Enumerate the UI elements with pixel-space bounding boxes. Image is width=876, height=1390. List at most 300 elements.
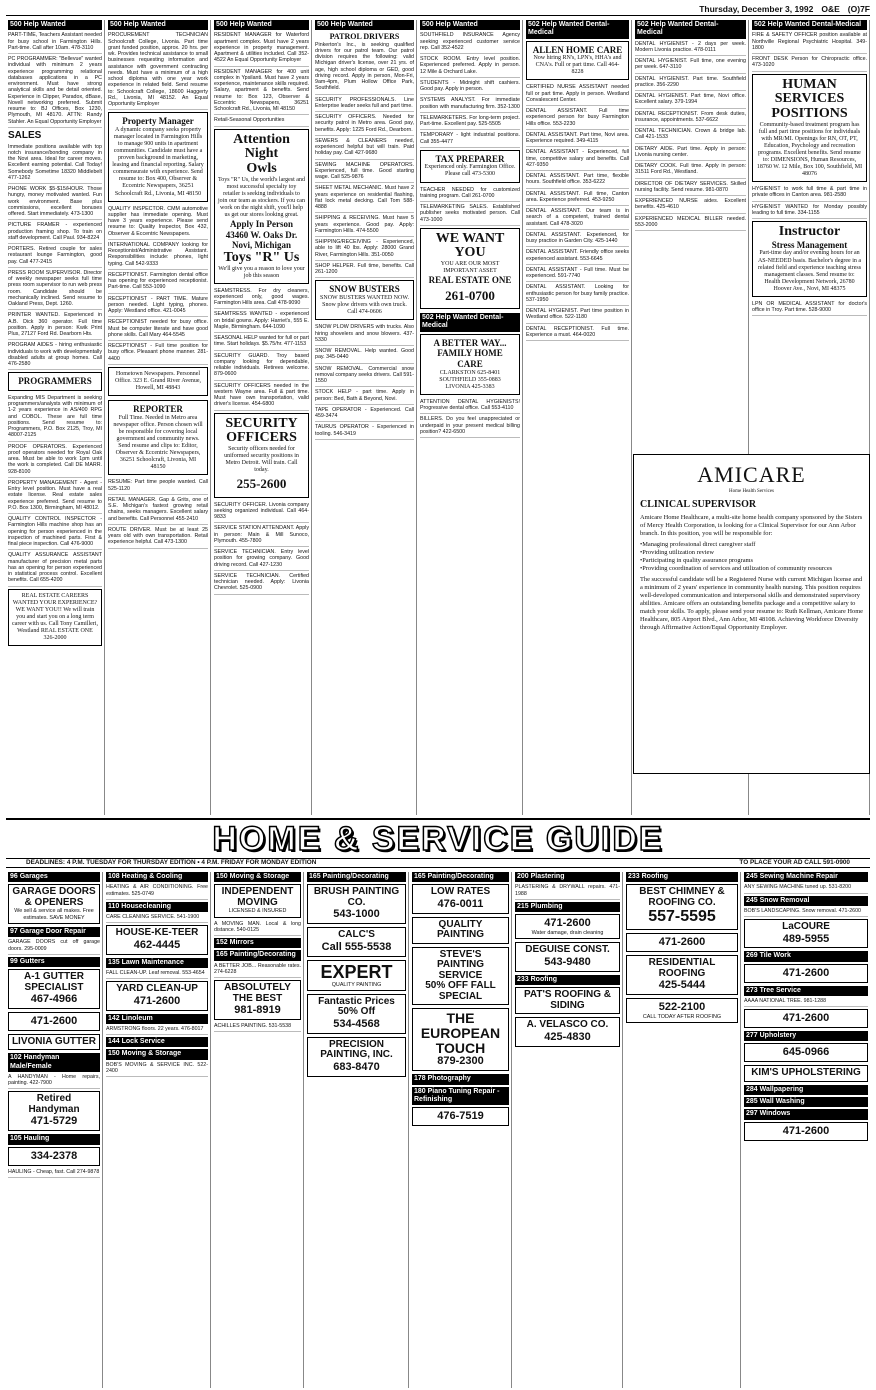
masthead-page: (O)7F	[847, 3, 870, 14]
section-header: 500 Help Wanted	[420, 20, 520, 30]
handyman-box	[8, 1091, 100, 1131]
ad: BILLERS. Do you feel unappreciated or underpaid in your present medical billing position? 422-6500	[420, 416, 520, 438]
ad-name: DEGUISE CONST.	[525, 944, 610, 956]
ad: PROOF OPERATORS. Experienced proof operators needed for Royal Oak area. Must be able to work 1pm until the work is completed. Call DE MARR. 928-8100	[8, 444, 102, 478]
guide-column-3	[212, 872, 304, 1388]
allen-body: Now hiring RN's, LPN's, HHA's and CNA's. Full or part time. Call 464-8228	[533, 55, 622, 76]
column-1	[6, 20, 105, 815]
plumbing-box	[515, 914, 620, 939]
section-header: 502 Help Wanted Dental-Medical	[420, 313, 520, 332]
office: LIVONIA 425-3383	[445, 383, 495, 390]
human-services-body: Community-based treatment program has full and part time positions for individuals with MR/MI. Openings for RN, OT, PT, Education, Psychology and recreation programs. Excellent benefits. Send resume to: DIMENSIONS, Human Resources, 18760 W. 12 Mile, Box 100, Southfield, MI 48076	[756, 121, 863, 178]
sales-ad: Immediate positions available with top notch insurance/bonding company in the Novi area. Ideal for career moves. Excellent earning potential. Call Today! Somebody Sometime 18320 Middlebelt 477-1262	[8, 144, 102, 185]
night-heading: Night	[244, 146, 279, 162]
guide-column-4	[305, 872, 409, 1388]
ad-phone: 471-2600	[782, 1124, 830, 1137]
ad-name: YARD CLEAN-UP	[116, 983, 198, 995]
section-header: 502 Help Wanted Dental-Medical	[526, 20, 629, 39]
hometown-text: Hometown Newspapers. Personnel Office. 323 E. Grand River Avenue, Howell, MI 48843	[114, 370, 202, 392]
section-header: 105 Hauling	[8, 1134, 100, 1144]
ad: SOUTHFIELD INSURANCE Agency seeking experienced customer service rep. Call 352-4522	[420, 32, 520, 54]
masthead	[6, 4, 870, 16]
ad-name: A-1 GUTTER SPECIALIST	[24, 971, 84, 993]
ad: GARAGE DOORS cut off garage doors. 295-0009	[8, 939, 100, 955]
ad-text: Water damage, drain cleaning	[531, 929, 604, 936]
amicare-list	[640, 541, 863, 573]
services-heading: SERVICES	[774, 91, 845, 107]
ad: PRINTER WANTED. Experienced in A.B. Dick 360 operator. Full time position. Apply in person: Kwik Print Plus, 27127 Ford Rd. Dearborn Hts.	[8, 312, 102, 340]
ad: PROGRAM AIDES - hiring enthusiastic individuals to work with developmentally disabled adults at group homes. Call 476-2580	[8, 342, 102, 370]
owls-heading: Owls	[246, 160, 277, 176]
brush-painting-box	[307, 884, 406, 924]
ad: DENTAL ASSISTANT. Full time, Canton area. Experience preferred. 453-9250	[526, 191, 629, 207]
ad: DENTAL ASSISTANT. Our team is in search of a competent, trained dental assistant. Call 478-3020	[526, 208, 629, 230]
amicare-intro: Amicare Home Healthcare, a multi-site home health company sponsored by the Sisters of Mercy Health Corporation, is looking for a Clinical Supervisor for our Ann Arbor branch. In this position, you will be responsible for:	[640, 514, 863, 538]
hometown-box	[108, 367, 208, 396]
list-item: • Providing utilization review	[640, 549, 863, 557]
section-header: 178 Photography	[412, 1074, 509, 1084]
ad: SECURITY GUARD. Troy based company looking for dependable, reliable individuals. Retirees welcome. 879-0600	[214, 353, 309, 381]
section-header: 500 Help Wanted	[214, 20, 309, 30]
section-header: 500 Help Wanted	[315, 20, 414, 30]
security-officers-box	[214, 413, 309, 498]
toys-logo: Toys "R" Us	[223, 249, 300, 265]
ad: INTERNATIONAL COMPANY looking for Receptionist/Administrative Assistant. Responsibilities include: phones, light typing. Call 542-9333	[108, 242, 208, 270]
toys-body: Toys "R" Us, the world's largest and most successful specialty toy retailer is seeking individuals to join our team as stockers. If you can work on the night shift, you'll help us get our stores looking great.	[218, 176, 305, 218]
ad: DENTAL HYGIENIST. Part time position in Westland office. 522-1180	[526, 308, 629, 324]
ad: PROPERTY MANAGEMENT - Agent - Entry level position. Must have a real estate license. Real estate sales experience preferred. Send resume to P.O. Box 1300, Birmingham, MI 48012.	[8, 480, 102, 514]
property-manager-heading: Property Manager	[122, 116, 194, 127]
ad: SNOW REMOVAL. Help wanted. Good pay. 345-0440	[315, 348, 414, 364]
column-3	[212, 20, 312, 815]
snow-busters-box	[315, 280, 414, 320]
ad: A HANDYMAN - Home repairs, painting. 422-7900	[8, 1074, 100, 1090]
ad-phone: Call 555-5538	[321, 940, 392, 953]
masthead-date: Thursday, December 3, 1992	[699, 3, 814, 14]
ad: PICTURE FRAMER - experienced production framing shop. To train on staff development. Call Paul. 934-8224	[8, 222, 102, 244]
guide-column-8	[742, 872, 870, 1388]
ad: BOB'S LANDSCAPING. Snow removal. 471-2600	[744, 908, 868, 917]
ad: RECEPTIONIST - PART TIME. Mature person needed. Light typing, phones. Apply: Westland office. 421-0045	[108, 296, 208, 318]
ad: DENTAL ASSISTANT - Full time. Must be experienced. 591-7740	[526, 267, 629, 283]
ad: TAPE OPERATOR - Experienced. Call 459-3474	[315, 407, 414, 423]
real-estate-text: REAL ESTATE CAREERS WANTED YOUR EXPERIENCE? WE WANT YOU!! We will train you and start you on a long term career with us. Call Tony Camilleri, Westland REAL ESTATE ONE 326-2000	[12, 592, 98, 642]
kims-box	[744, 1065, 868, 1082]
section-header: 96 Garages	[8, 872, 100, 882]
ad: RECEPTIONIST. Farmington dental office has opening for experienced receptionist. Part-time. Call 553-1090	[108, 272, 208, 294]
ad: QUALITY INSPECTOR. CMM automotive supplier has immediate opening. Must have 3 years experience. Please send resume to: Quality Inspector, Box 432, Observer & Eccentric Newspapers.	[108, 206, 208, 240]
tax-heading: TAX PREPARER	[435, 153, 505, 164]
ad: SEASONAL HELP wanted for full or part time. Start holidays. $5.75/hr. 477-1153	[214, 335, 309, 351]
masthead-paper: O&E	[821, 3, 840, 14]
ad: PC PROGRAMMER: "Bellevue" wanted individual with minimum 2 years experience programming relational databases applications in a PC environment. Must have strong analytical skills and be detail oriented. Experience in Clipper, Paradox, dBase, Novell networking preferred. Submit resume to: BJ Offices, Box 1230, Plymouth, MI 48170. ATTN: Randy Stahler. An Equal Opportunity Employer	[8, 56, 102, 128]
ad: SEAMSTRESS. For dry cleaners, experienced only, good wages. Farmington Hills area. Call 478-9090	[214, 288, 309, 310]
address-line-2: Novi, Michigan	[231, 240, 291, 251]
sales-heading: SALES	[8, 129, 42, 141]
ad: HYGIENIST to work full time & part time in private offices in Canton area. 981-2580	[752, 186, 867, 202]
ad-phone: 471-2600	[133, 994, 181, 1007]
guide-column-7	[624, 872, 741, 1388]
ad: PHONE WORK $5-$15/HOUR. Those hungry, money motivated wanted. Fun work environment. Base plus commissions, excellent bonuses offered. Start immediately. 473-1300	[8, 186, 102, 220]
ad: SEWING MACHINE OPERATORS. Experienced, full time. Good starting wage. Call 525-9876	[315, 162, 414, 184]
ad: A BETTER JOB... Reasonable rates. 274-6228	[214, 963, 301, 979]
ad-name: HOUSE-KE-TEER	[115, 927, 199, 939]
gutter-box	[8, 969, 100, 1009]
ad: FIRE & SAFETY OFFICER position available at Northville Regional Psychiatric Hospital. 349-1800	[752, 32, 867, 54]
section-header: 150 Moving & Storage	[106, 1049, 208, 1059]
ad-name: LOW RATES	[430, 886, 491, 898]
section-header: 245 Snow Removal	[744, 896, 868, 906]
we-want-you: WE WANT YOU	[435, 230, 505, 261]
guide-column-6	[513, 872, 623, 1388]
ad-text: We sell & service all makes. Free estimates. SAVE MONEY	[14, 908, 94, 921]
ad: Retail-Seasonal Opportunities	[214, 117, 309, 126]
ad: DENTAL HYGIENIST. Full time, one evening per week. 647-3110	[635, 58, 746, 74]
ad: AAAA NATIONAL TREE. 981-1288	[744, 998, 868, 1007]
ad-name: QUALITY PAINTING	[436, 918, 485, 941]
amicare-title: CLINICAL SUPERVISOR	[640, 498, 757, 510]
ad-phone: 522-2100	[658, 1001, 706, 1014]
ad: DIRECTOR OF DIETARY SERVICES. Skilled nursing facility. Send resume. 981-0870	[635, 181, 746, 197]
list-item: • Providing coordination of services and utilization of community resources	[640, 565, 863, 573]
ad: FALL CLEAN-UP. Leaf removal. 553-4654	[106, 970, 208, 979]
ad: RECEPTIONIST - Full time position for busy office. Pleasant phone manner. 281-4400	[108, 343, 208, 365]
ad: SHIPPING/RECEIVING - Experienced, able to lift 40 lbs. Apply: 28000 Grand River, Farmington Hills. 351-0050	[315, 239, 414, 261]
section-header: 110 Housecleaning	[106, 902, 208, 912]
toys-r-us-box	[214, 129, 309, 284]
ad: DENTAL RECEPTIONIST. Full time. Experience a must. 464-0020	[526, 326, 629, 342]
ad-phone: 334-2378	[30, 1149, 78, 1162]
reporter-heading: REPORTER	[133, 404, 183, 415]
ad: RESIDENT MANAGER for 400 unit complex in Ypsilanti. Must have 2 years experience, maintenance skills required. Salary, apartment & benefits. Send resume to: Box 123, Observer & Eccentric Newspapers, 36251 Schoolcraft Rd., Livonia, MI 48150	[214, 69, 309, 116]
steves-painting-box	[412, 947, 509, 1006]
ad-phone: 471-2600	[544, 917, 591, 929]
section-header: 233 Roofing	[626, 872, 738, 882]
lacoure-box	[744, 919, 868, 948]
best-chimney-box	[626, 884, 738, 930]
ad: A MOVING MAN. Local & long distance. 540-0125	[214, 921, 301, 937]
section-header: 180 Piano Tuning Repair - Refinishing	[412, 1087, 509, 1106]
security-body: Security officers needed for uniformed security positions in Metro Detroit. Will train. Call today.	[224, 446, 299, 474]
piano-box	[412, 1107, 509, 1126]
phone-box	[626, 933, 738, 952]
ad: RECEPTIONIST needed for busy office. Must be computer literate and have good phone skills. Call Mary 464-5545	[108, 319, 208, 341]
ad: PORTERS. Retired couple for sales restaurant lounge Farmington, good pay. Call 477-2415	[8, 246, 102, 268]
section-header: 233 Roofing	[515, 975, 620, 985]
ad-name: Retired Handyman	[28, 1093, 80, 1115]
toys-tagline: We'll give you a reason to love your job this season	[218, 265, 305, 279]
ad: TELEMARKETERS. For long-term project. Part-time. Excellent pay. 525-5505	[420, 115, 520, 131]
deguise-box	[515, 942, 620, 971]
guide-columns	[6, 872, 870, 1388]
attention-heading: Attention	[233, 131, 290, 147]
section-header: 500 Help Wanted	[108, 20, 208, 30]
ad: DIETARY COOK. Full time. Apply in person: 31511 Ford Rd., Westland.	[635, 163, 746, 179]
ad-phone: 543-9480	[544, 955, 591, 968]
ad: EXPERIENCED MEDICAL BILLER needed. 553-2000	[635, 216, 746, 232]
ad: DENTAL ASSISTANT. Looking for enthusiastic person for busy family practice. 537-1950	[526, 284, 629, 306]
ad-phone: 476-7519	[437, 1110, 484, 1122]
quality-painting-box	[412, 917, 509, 944]
ad-name: STEVE'S PAINTING SERVICE	[436, 948, 485, 981]
office: CLARKSTON 625-8401	[439, 369, 501, 376]
ad-name: KIM'S UPHOLSTERING	[751, 1067, 861, 1079]
instructor-box	[752, 221, 867, 297]
real-estate-one-phone: 261-0700	[445, 287, 495, 303]
real-estate-one-logo: REAL ESTATE ONE	[428, 275, 512, 286]
ad: STOCK ROOM. Entry level position. Experienced preferred. Apply in person. 12 Mile & Orchard Lake.	[420, 56, 520, 78]
ad: HEATING & AIR CONDITIONING. Free estimates. 525-0749	[106, 884, 208, 900]
pats-roofing-box	[515, 987, 620, 1014]
ad: DENTAL ASSISTANT - Experienced, full time, competitive salary and benefits. Call 427-9350	[526, 149, 629, 171]
we-want-sub: YOU ARE OUR MOST IMPORTANT ASSET	[440, 261, 500, 275]
ad-text: 50% OFF FALL SPECIAL	[425, 980, 496, 1002]
section-header: 245 Sewing Machine Repair	[744, 872, 868, 882]
amicare-body: The successful candidate will be a Registered Nurse with current Michigan license and a minimum of 2 years' experience in community health nursing. This position requires well-developed communication and interpersonal skills and demonstrated supervisory abilities. Amicare offers an outstanding benefits package and a competitive salary to match your skills. To apply, please send your resume to: Ruth Kellman, Amicare Home Healthcare, 805 Airport Blvd., Ann Arbor, MI 48108. Achieving Workforce Diversity through Affirmative Action/Equal Opportunity Employer.	[640, 576, 863, 632]
ad: SEWERS & CLEANERS needed, experienced helpful but will train. Paid holiday pay. Call 427-9680	[315, 138, 414, 160]
column-6	[524, 20, 632, 815]
ad: TEACHER NEEDED for customized training program. Call 261-0700	[420, 187, 520, 203]
european-touch-box	[412, 1008, 509, 1071]
ad-name: RESIDENTIAL ROOFING	[648, 957, 716, 979]
ad-phone: 471-2600	[30, 1014, 78, 1027]
security-heading: SECURITY OFFICERS	[225, 415, 298, 446]
ad-phone: 981-8919	[234, 1004, 281, 1017]
home-service-guide	[6, 818, 870, 1386]
ad-phone: 476-0011	[437, 897, 484, 910]
section-header: 269 Tile Work	[744, 951, 868, 961]
ad: SNOW PLOW DRIVERS with trucks. Also hiring shovelers and snow blowers. 437-5330	[315, 324, 414, 346]
human-heading: HUMAN	[782, 76, 837, 92]
ad-phone: 471-2600	[782, 1012, 830, 1025]
ad: SERVICE STATION ATTENDANT. Apply in person: Main & Mill Sunoco, Plymouth. 455-7800	[214, 525, 309, 547]
expert-painting-box	[307, 960, 406, 991]
instructor-body: Part-time day and/or evening hours for an AS-NEEDED basis. Bachelor's degree in a related field and experience teaching stress management classes. Send resume to: Health Development Network, 26780 Hoover Ave., Novi, MI 48375	[757, 250, 862, 292]
family-home-care-box	[420, 334, 520, 395]
human-services-box	[752, 74, 867, 183]
ad: DENTAL ASSISTANT. Part time, Novi area. Experience required. 349-4115	[526, 132, 629, 148]
programmers-box	[8, 372, 102, 391]
ad: SECURITY PROFESSIONALS. Line Enterprise leader seeks full and part time.	[315, 97, 414, 113]
patrol-heading: PATROL DRIVERS	[329, 32, 400, 42]
reporter-box	[108, 400, 208, 475]
ad: PROCUREMENT TECHNICIAN Schoolcraft College, Livonia. Part time grant funded position, approx. 20 hrs. per wk. Provides technical assistance to small businesses requesting information and assistance with government contracting needs. Must have a minimum of a high school diploma with one year work experience in related field. Send resume to: Schoolcraft College, 18600 Haggerty Rd., Livonia, MI 48152. An Equal Opportunity Employer	[108, 32, 208, 110]
fantastic-prices-box	[307, 994, 406, 1034]
velasco-box	[515, 1017, 620, 1046]
livonia-gutter-box	[8, 1034, 100, 1051]
low-rates-box	[412, 884, 509, 913]
ad: SEAMTRESS WANTED - experienced on bridal gowns. Apply: Harriet's, 555 E. Maple, Birmingham. 644-1090	[214, 311, 309, 333]
ad: DENTAL HYGIENIST - 2 days per week. Modern Livonia practice. 478-0111	[635, 41, 746, 57]
ad-phone: 425-4830	[544, 1030, 591, 1043]
ad: RESIDENT MANAGER for Waterford apartment complex. Must have 2 years experience in property management. Apartment & utilities included. Call 352-4522 An Equal Opportunity Employer	[214, 32, 309, 66]
ad: DENTAL TECHNICIAN. Crown & bridge lab. Call 421-1533	[635, 128, 746, 144]
ad: FRONT DESK Person for Chiropractic office. 473-1020	[752, 56, 867, 72]
guide-deadline-bar	[6, 858, 870, 868]
ad-phone: 467-4966	[30, 993, 78, 1005]
reporter-body: Full Time. Needed in Metro area newspaper office. Person chosen will be responsible for covering local government and community news. Send resume and clips to: Editor, Observer & Eccentric Newspapers, 36251 Schoolcraft, Livonia, MI 48150	[113, 414, 203, 471]
section-header: 152 Mirrors	[214, 938, 301, 948]
section-header: 500 Help Wanted	[8, 20, 102, 30]
ad: CARE CLEANING SERVICE. 541-1900	[106, 914, 208, 923]
tax-body: Experienced only. Farmington Office. Please call 473-5300	[424, 164, 516, 178]
section-header: 200 Plastering	[515, 872, 620, 882]
ad: DIETARY AIDE. Part time. Apply in person: Livonia nursing center.	[635, 146, 746, 162]
yard-cleanup-box	[106, 981, 208, 1010]
ad: TEMPORARY - light industrial positions. Call 355-4477	[420, 132, 520, 148]
ad-name: EXPERT	[320, 961, 393, 982]
ad: HAULING - Cheap, fast. Call 274-9878	[8, 1169, 100, 1178]
ad: DENTAL HYGIENIST. Part time, Novi office. Excellent salary. 379-1994	[635, 93, 746, 109]
amicare-logo: AMICARE	[697, 462, 806, 487]
ad-name: BRUSH PAINTING CO.	[313, 886, 400, 908]
column-4	[313, 20, 417, 815]
section-header: 215 Plumbing	[515, 902, 620, 912]
section-header: 102 Handyman Male/Female	[8, 1053, 100, 1072]
ad-name: Fantastic Prices 50% Off	[318, 995, 395, 1018]
security-phone: 255-2600	[236, 476, 287, 492]
snow-busters-body: SNOW BUSTERS WANTED NOW. Snow plow drivers with own truck. Call 474-0606	[320, 295, 409, 316]
ad: BOB'S MOVING & SERVICE INC. 522-2400	[106, 1062, 208, 1078]
ad: Pinkerton's Inc., is seeking qualified drivers for our patrol team. Our patrol division requires the following: valid Michigan driver's license, over 21 yrs. of age, high school diploma or GED, good driving record. Apply in person, Mon-Fri, 9am-4pm, Plum Hollow Office Park, Southfield.	[315, 42, 414, 95]
ad: QUALITY ASSURANCE ASSISTANT manufacturer of precision metal parts has an opening for person experienced in statistical process control. Excellent benefits. Call 655-4200	[8, 552, 102, 586]
calcs-box	[307, 927, 406, 956]
ad: STUDENTS - Midnight shift cashiers. Good pay. Apply in person.	[420, 80, 520, 96]
ad-phone: 489-5955	[782, 932, 830, 945]
ad-phone: 471-2600	[782, 966, 830, 979]
programmers-heading: PROGRAMMERS	[18, 376, 92, 387]
column-2	[106, 20, 211, 815]
ad-name: PRECISION PAINTING, INC.	[320, 1038, 393, 1061]
section-header: 142 Linoleum	[106, 1014, 208, 1024]
guide-column-5	[410, 872, 512, 1388]
newspaper-page	[6, 4, 870, 1386]
ad: DENTAL ASSISTANT. Full time experienced person for busy Farmington Hills office. 553-2230	[526, 108, 629, 130]
section-header: 297 Windows	[744, 1109, 868, 1119]
ad: SNOW REMOVAL. Commercial snow removal company seeks drivers. Call 591-1550	[315, 366, 414, 388]
guide-title: HOME & SERVICE GUIDE	[212, 819, 664, 858]
section-header: 108 Heating & Cooling	[106, 872, 208, 882]
ad: DENTAL ASSISTANT. Friendly office seeks experienced assistant. 553-6645	[526, 249, 629, 265]
ad: SHIPPING & RECEIVING. Must have 5 years experience. Good pay. Apply: Farmington Hills. 474-5500	[315, 215, 414, 237]
tree-box	[744, 1009, 868, 1028]
ad: LPN OR MEDICAL ASSISTANT for doctor's office in Troy. Part time. 528-9000	[752, 301, 867, 317]
amicare-logo-sub: Home Health Services	[729, 488, 774, 494]
office: SOUTHFIELD 355-0883	[439, 376, 501, 383]
ad-phone: 543-1000	[333, 908, 380, 921]
section-header: 99 Gutters	[8, 957, 100, 967]
section-header: 165 Painting/Decorating	[307, 872, 406, 882]
ad-name: LaCOURE	[782, 921, 830, 932]
ad: CERTIFIED NURSE ASSISTANT needed full or part time. Apply in person. Westland Convalescent Center.	[526, 84, 629, 106]
ad: RESUME: Part time people wanted. Call 525-1120	[108, 479, 208, 495]
garage-doors-box	[8, 884, 100, 924]
ad-phone: 879-2300	[437, 1055, 484, 1068]
precision-painting-box	[307, 1037, 406, 1077]
ad-text: LICENSED & INSURED	[228, 908, 287, 915]
ad: SYSTEMS ANALYST. For immediate position with manufacturing firm. 352-1300	[420, 97, 520, 113]
ad: ROUTE DRIVER. Must be at least 25 years old with own transportation. Retail experience helpful. Call 473-1300	[108, 527, 208, 549]
list-item: • Participating in quality assurance programs	[640, 557, 863, 565]
guide-column-1	[6, 872, 103, 1388]
ad: ATTENTION DENTAL HYGIENISTS! Progressive dental office. Call 553-4110	[420, 399, 520, 415]
independent-moving-box	[214, 884, 301, 917]
ad: TAURUS OPERATOR - Experienced in tooling. 546-3419	[315, 424, 414, 440]
section-header: 165 Painting/Decorating	[412, 872, 509, 882]
deadline-text: DEADLINES: 4 P.M. TUESDAY FOR THURSDAY EDITION • 4 P.M. FRIDAY FOR MONDAY EDITION	[26, 859, 317, 867]
amicare-ad	[633, 454, 870, 774]
ad: DENTAL ASSISTANT. Experienced, for busy practice in Garden City. 425-1440	[526, 232, 629, 248]
ad: SECURITY OFFICERS. Needed for security patrol in Metro area. Good pay, benefits. Apply: 1225 Ford Rd., Dearborn.	[315, 114, 414, 136]
ad: STOCK HELP - part time. Apply in person: Bed, Bath & Beyond, Novi.	[315, 389, 414, 405]
ad: ANY SEWING MACHINE tuned up. 531-8200	[744, 884, 868, 893]
ad-name: PAT'S ROOFING & SIDING	[523, 989, 611, 1011]
house-keeter-box	[106, 925, 208, 954]
ad: EXPERIENCED NURSE aides. Excellent benefits. 425-4610	[635, 198, 746, 214]
ad: PRESS ROOM SUPERVISOR. Director of weekly newspaper seeks full time press room supervisor to run web press room. Candidate should be mechanically inclined. Send resume to Oakland Press, Dept. 1260.	[8, 270, 102, 311]
section-header: 502 Help Wanted Dental-Medical	[635, 20, 746, 39]
ad-name: INDEPENDENT MOVING	[221, 886, 294, 908]
ad: TELEMARKETING SALES. Established publisher seeks motivated person. Call 473-1000	[420, 204, 520, 226]
real-estate-box	[8, 589, 102, 647]
ad-name: ABSOLUTELY THE BEST	[224, 982, 291, 1004]
ad: HYGIENIST WANTED for Monday possibly leading to full time. 334-1155	[752, 204, 867, 220]
hauling-box	[8, 1147, 100, 1166]
ad: SERVICE TECHNICIAN. Certified technician needed. Apply: Livonia Chevrolet. 525-0900	[214, 573, 309, 595]
section-header: 285 Wall Washing	[744, 1097, 868, 1107]
section-header: 165 Painting/Decorating	[214, 950, 301, 960]
ad: Expanding MIS Department is seeking programmers/analysts with minimum of 1-2 years experience in AS/400 RPG and COBOL. These are full time positions. Send resume to: Programmers, P.O. Box 2125, Troy, MI 48007-2125	[8, 395, 102, 442]
apply-heading: Apply In Person	[229, 219, 293, 230]
ad-phone: 462-4445	[133, 938, 181, 951]
ad: DENTAL HYGIENIST. Part time. Southfield practice. 356-2290	[635, 76, 746, 92]
section-header: 150 Moving & Storage	[214, 872, 301, 882]
column-5	[418, 20, 523, 815]
section-header: 277 Upholstery	[744, 1031, 868, 1041]
section-header: 135 Lawn Maintenance	[106, 958, 208, 968]
positions-heading: POSITIONS	[771, 105, 848, 121]
allen-home-care-box	[526, 41, 629, 81]
roofing-call-box	[626, 998, 738, 1023]
ad: PLASTERING & DRYWALL repairs. 471-1988	[515, 884, 620, 900]
residential-roofing-box	[626, 955, 738, 995]
tax-preparer-box	[420, 150, 520, 183]
section-header: 284 Wallpapering	[744, 1085, 868, 1095]
ad-name: CALC'S	[338, 929, 375, 941]
ad: SHEET METAL MECHANIC. Must have 2 years experience on residential flashing, flat lock metal decking. Call Tom 588-4888	[315, 185, 414, 213]
phone-box	[8, 1012, 100, 1031]
ad: ARMSTRONG floors. 22 years. 476-8017	[106, 1026, 208, 1035]
ad-phone: 683-8470	[333, 1060, 380, 1073]
ad: DENTAL ASSISTANT. Part time, flexible hours. Southfield office. 353-6222	[526, 173, 629, 189]
ad-text: QUALITY PAINTING	[331, 981, 382, 988]
windows-box	[744, 1122, 868, 1141]
property-manager-body: A dynamic company seeks property manager located in Farmington Hills to manage 900 units in apartment communities. Candidate must have a proven background in marketing, leasing and financial reporting. Salary commensurate with experience. Send resume to: Box 400, Observer & Eccentric Newspapers, 36251 Schoolcraft Rd., Livonia, MI 48150	[112, 126, 204, 197]
ad: QUALITY CONTROL INSPECTOR - Farmington Hills machine shop has an opening for person experienced in the inspection of machined parts. First & final piece inspection. Call 476-9000	[8, 516, 102, 550]
snow-busters-heading: SNOW BUSTERS	[329, 284, 400, 295]
upholstery-box	[744, 1043, 868, 1062]
classifieds-top	[6, 20, 870, 815]
ad: SECURITY OFFICER. Livonia company seeking organized individual. Call 464-9833	[214, 502, 309, 524]
ad: PART-TIME, Teachers Assistant needed for busy school in Farmington Hills. Part-time. Call after 10am. 478-3110	[8, 32, 102, 54]
ad-name: A. VELASCO CO.	[526, 1019, 609, 1031]
ad-phone: 534-4568	[333, 1017, 380, 1030]
ad-phone: 645-0966	[782, 1046, 830, 1059]
stress-heading: Stress Management	[771, 239, 848, 250]
section-header: 97 Garage Door Repair	[8, 927, 100, 937]
ad-name: GARAGE DOORS & OPENERS	[12, 886, 96, 908]
ad: SECURITY OFFICERS needed in the western Wayne area. Full & part time. Must have own transportation, valid driver's license. 454-6800	[214, 383, 309, 411]
